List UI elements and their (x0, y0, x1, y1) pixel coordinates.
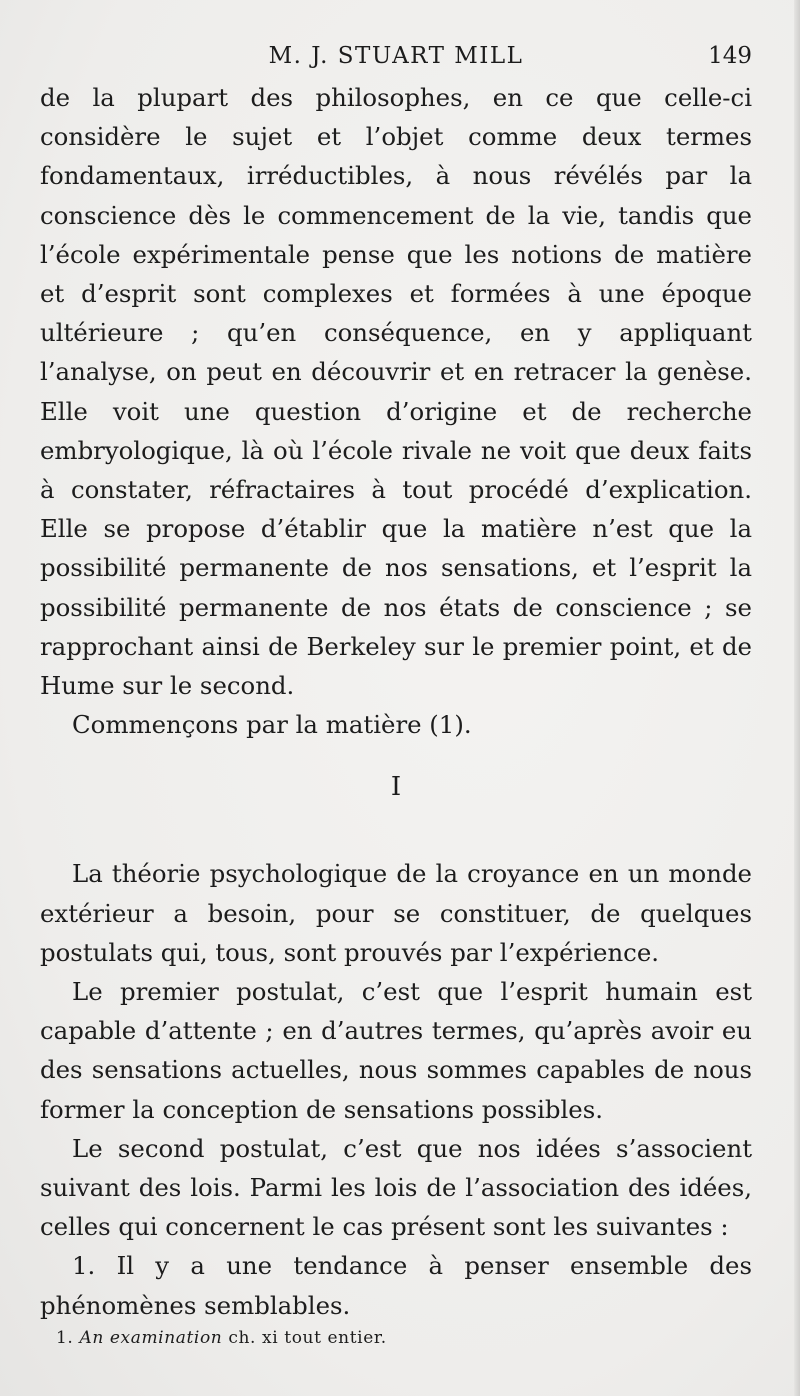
paragraph-theorie: La théorie psychologique de la croyance en un monde extérieur a besoin, pour se constituer, de quelques postulats qui, tous, sont prouvés par l’expérience. (40, 859, 752, 967)
footnote-rest: ch. xi tout entier. (228, 1328, 387, 1348)
paragraph-commencons: Commençons par la matière (1). (72, 710, 472, 740)
section-numeral: I (390, 772, 402, 803)
running-title: M. J. STUART MILL (268, 43, 524, 69)
paragraph-loi-1: 1. Il y a une tendance à penser ensemble des phénomènes semblables. (40, 1251, 752, 1320)
footnote (56, 1328, 387, 1348)
running-head (40, 34, 752, 78)
paragraph-continuation: de la plupart des philosophes, en ce que celle-ci considère le sujet et l’objet comme deux termes fondamentaux, irréductibles, à nous révélés par la conscience dès le commencement de la vie, tandis que l’école expérimentale pense que les notions de matière et d’esprit sont complexes et formées à une époque ultérieure ; qu’en conséquence, en y appliquant l’analyse, on peut en découvrir et en retracer la genèse. Elle voit une question d’origine et de recherche embryologique, là où l’école rivale ne voit que deux faits à constater, réfractaires à tout procédé d’explication. Elle se propose d’établir que la matière n’est que la possibilité permanente de nos sensations, et l’esprit la possibilité permanente de nos états de conscience ; se rapprochant ainsi de Berkeley sur le premier point, et de Hume sur le second. (40, 83, 752, 701)
footnote-number: 1. (56, 1328, 74, 1348)
footnote-title: An examination (79, 1328, 223, 1348)
main-text (40, 78, 752, 1325)
paragraph-premier-postulat: Le premier postulat, c’est que l’esprit humain est capable d’attente ; en d’autres termes, qu’après avoir eu des sensations actuelles, nous sommes capables de nous former la conception de sensations possibles. (40, 977, 752, 1124)
page-number: 149 (708, 43, 752, 69)
paragraph-second-postulat: Le second postulat, c’est que nos idées s’associent suivant des lois. Parmi les lois de l’association des idées, celles qui concernent le cas présent sont les suivantes : (40, 1133, 752, 1242)
page-edge-shadow (794, 0, 800, 1396)
